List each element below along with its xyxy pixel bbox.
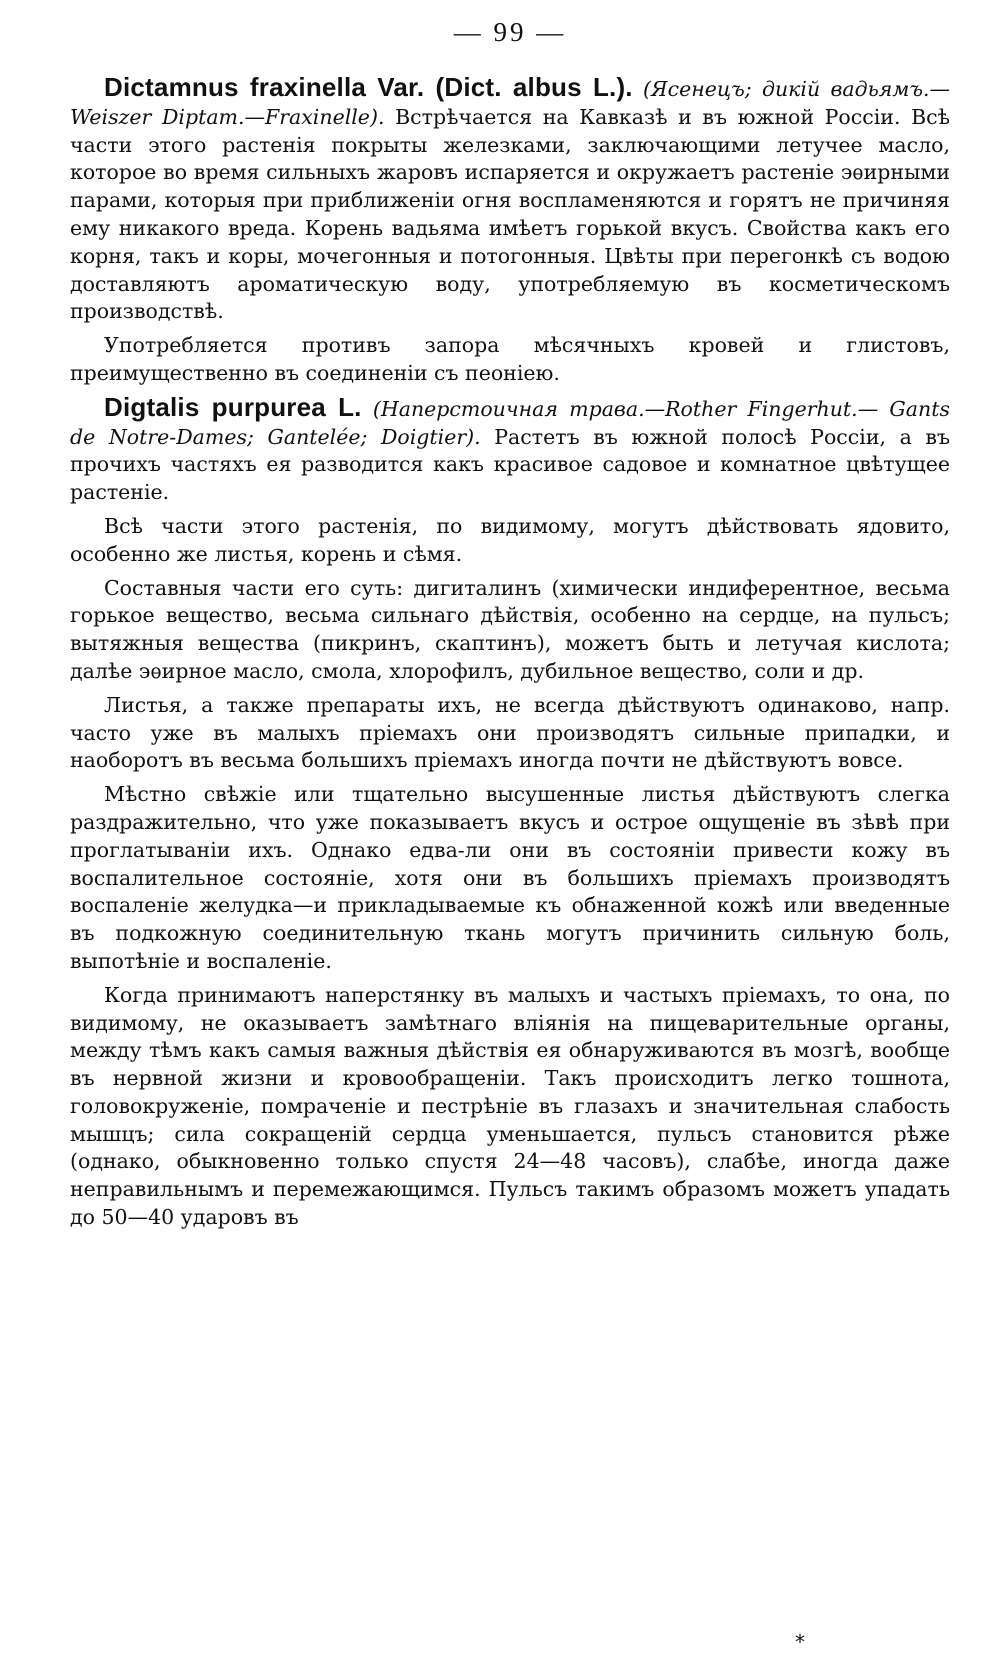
- section1-heading: Dictamnus fraxinella Var. (Dict. albus L.).: [104, 72, 633, 102]
- page-number: — 99 —: [453, 17, 567, 47]
- section2-paragraph-2: Составныя части его суть: дигиталинъ (химически индиферентное, весьма горькое вещество, весьма сильнаго дѣйствія, особенно на сердце, на пульсъ; вытяжныя вещества (пикринъ, скаптинъ), можетъ быть и летучая кислота; далѣе эѳирное масло, смола, хлорофилъ, дубильное вещество, соли и др.: [70, 575, 950, 683]
- section1-paragraph: [70, 74, 950, 326]
- section1-usage-text: Употребляется противъ запора мѣсячныхъ кровей и глистовъ, преимущественно въ соединеніи съ пеоніею.: [70, 333, 950, 385]
- section2-body-paragraph: [70, 692, 950, 775]
- page: [70, 14, 950, 1232]
- section1-usage: [70, 332, 950, 388]
- section2-body-paragraph: [70, 513, 950, 569]
- section1-text: Встрѣчается на Кавказѣ и въ южной Россіи. Всѣ части этого растенія покрыты железками, заключающими летучее масло, которое во время сильныхъ жаровъ испаряется и окружаетъ растеніе эѳирными парами, которыя при приближеніи огня воспламеняются и горятъ не причиняя ему никакого вреда. Корень вадьяма имѣетъ горькой вкусъ. Свойства какъ его корня, такъ и коры, мочегонныя и потогонныя. Цвѣты при перегонкѣ съ водою доставляютъ ароматическую воду, употребляемую въ косметическомъ производствѣ.: [70, 104, 951, 324]
- footer-mark: *: [795, 1630, 805, 1654]
- section2-paragraph-5: Когда принимаютъ наперстянку въ малыхъ и частыхъ пріемахъ, то она, по видимому, не оказываетъ замѣтнаго вліянія на пищеварительные органы, между тѣмъ какъ самыя важныя дѣйствія ея обнаруживаются въ мозгѣ, вообще въ нервной жизни и кровообращеніи. Такъ происходитъ легко тошнота, головокруженіе, помраченіе и пестрѣніе въ глазахъ и значительная слабость мышцъ; сила сокращеній сердца уменьшается, пульсъ становится рѣже (однако, обыкновенно только спустя 24—48 часовъ), слабѣе, иногда даже неправильнымъ и перемежающимся. Пульсъ такимъ образомъ можетъ упадать до 50—40 ударовъ въ: [70, 982, 950, 1230]
- section2-paragraph-1: Всѣ части этого растенія, по видимому, могутъ дѣйствовать ядовито, особенно же листья, корень и сѣмя.: [70, 513, 950, 566]
- section2-body-paragraph: [70, 781, 950, 976]
- section2-body-paragraph: [70, 575, 950, 686]
- section2-body-paragraph: [70, 982, 950, 1232]
- section2-paragraph-4: Мѣстно свѣжіе или тщательно высушенные листья дѣйствуютъ слегка раздражительно, что уже показываетъ вкусъ и острое ощущеніе въ зѣвѣ при проглатываніи ихъ. Однако едва-ли они въ состояніи привести кожу въ воспалительное состояніе, хотя они въ большихъ пріемахъ производятъ воспаленіе желудка—и прикладываемые къ обнаженной кожѣ или введенные въ подкожную соединительную ткань могутъ причинить сильную боль, выпотѣніе и воспаленіе.: [70, 782, 950, 973]
- section2-text: Растетъ въ южной полосѣ Россіи, а въ прочихъ частяхъ ея разводится какъ красивое садовое и комнатное цвѣтущее растеніе.: [70, 424, 950, 505]
- section2-paragraph: [70, 391, 950, 507]
- section2-heading: Digtalis purpurea L.: [104, 391, 362, 422]
- section2-synonyms: (Наперстоичная трава.—Rother Fingerhut.— Gants de Notre-Dames; Gantelée; Doigtier).: [70, 396, 950, 449]
- section2-paragraph-3: Листья, а также препараты ихъ, не всегда дѣйствуютъ одинаково, напр. часто уже въ малыхъ пріемахъ они производятъ сильные припадки, и наоборотъ въ весьма большихъ пріемахъ иногда почти не дѣйствуютъ вовсе.: [70, 692, 950, 773]
- section1-synonyms: (Ясенецъ; дикій вадьямъ.— Weiszer Diptam.—Fraxinelle).: [70, 77, 950, 129]
